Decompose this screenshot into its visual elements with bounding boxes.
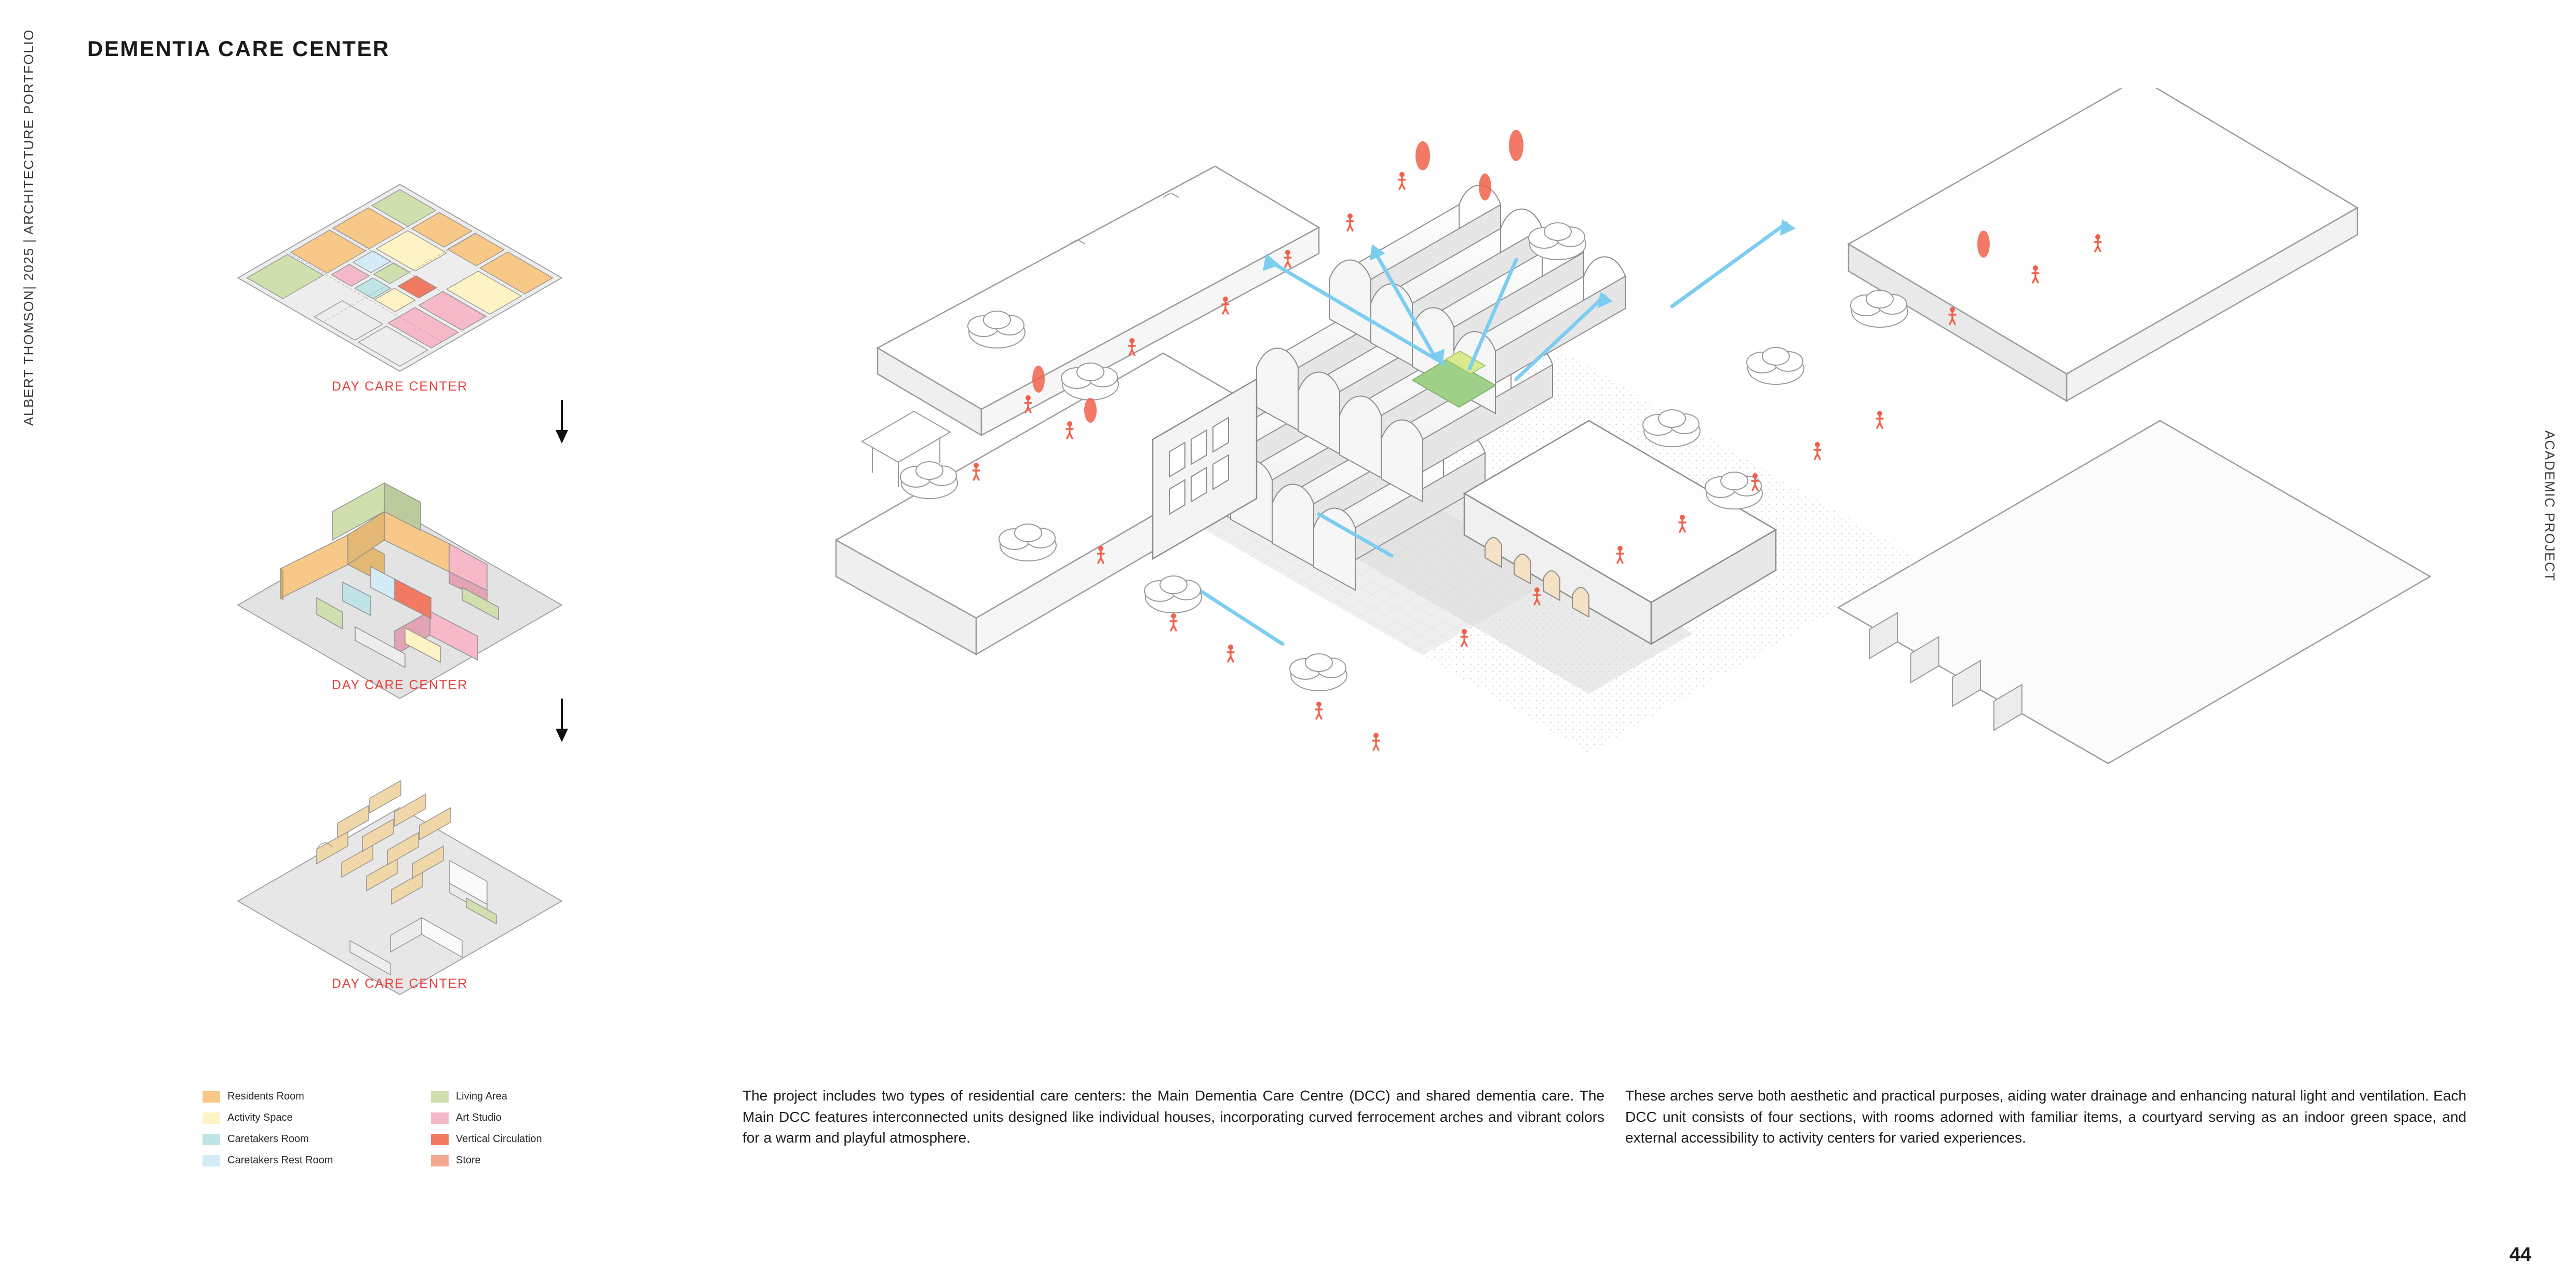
legend-item [203,1155,400,1166]
page-title: DEMENTIA CARE CENTER [87,36,390,61]
legend-swatch [431,1155,449,1166]
plan-layout-caption: DAY CARE CENTER [331,379,468,394]
legend-swatch [203,1112,220,1124]
sidebar-author-credit: ALBERT THOMSON| 2025 | ARCHITECTURE PORTFOLIO [21,29,36,426]
legend-label: Art Studio [456,1112,502,1123]
legend-item [431,1091,628,1103]
massing-walls-caption: DAY CARE CENTER [331,678,468,692]
legend-label: Activity Space [227,1112,293,1123]
body-paragraph-left: The project includes two types of residential care centers: the Main Dementia Care Centre (DCC) and shared dementia care. The Main DCC features interconnected units designed like individual houses, incorporating curved ferrocement arches and vibrant colors for a warm and playful atmosphere. [743,1088,1604,1146]
plan-layout-diagram [218,166,582,410]
isometric-site-render [706,88,2472,1039]
legend-item [203,1112,400,1124]
arrow-down-icon [553,400,571,445]
legend-item [203,1133,400,1145]
legend-label: Store [456,1155,481,1166]
legend-swatch [203,1091,220,1103]
arrow-down-icon [553,699,571,743]
legend-item [431,1155,628,1166]
legend-swatch [431,1112,449,1124]
legend-label: Living Area [456,1091,507,1102]
page-number: 44 [2509,1244,2531,1266]
legend-swatch [203,1134,220,1145]
legend-item [431,1112,628,1124]
vaulted-roof-diagram [218,763,582,1008]
legend-label: Residents Room [227,1091,304,1102]
legend-label: Caretakers Room [227,1133,309,1145]
color-legend [203,1091,628,1166]
exploded-diagram-stack [218,156,592,1013]
legend-item [431,1133,628,1145]
vaulted-roof-caption: DAY CARE CENTER [331,976,468,991]
massing-walls-diagram [218,465,582,709]
legend-label: Caretakers Rest Room [227,1155,333,1166]
legend-swatch [431,1091,449,1103]
legend-swatch [203,1155,220,1166]
legend-item [203,1091,400,1103]
sidebar-project-type: ACADEMIC PROJECT [2542,430,2557,582]
legend-label: Vertical Circulation [456,1133,542,1145]
legend-swatch [431,1134,449,1145]
body-paragraph-right: These arches serve both aesthetic and practical purposes, aiding water drainage and enhancing natural light and ventilation. Each DCC unit consists of four sections, with rooms adorned with familiar items, a courtyard serving as an indoor green space, and external accessibility to activity centers for varied experiences. [1625,1088,2466,1146]
